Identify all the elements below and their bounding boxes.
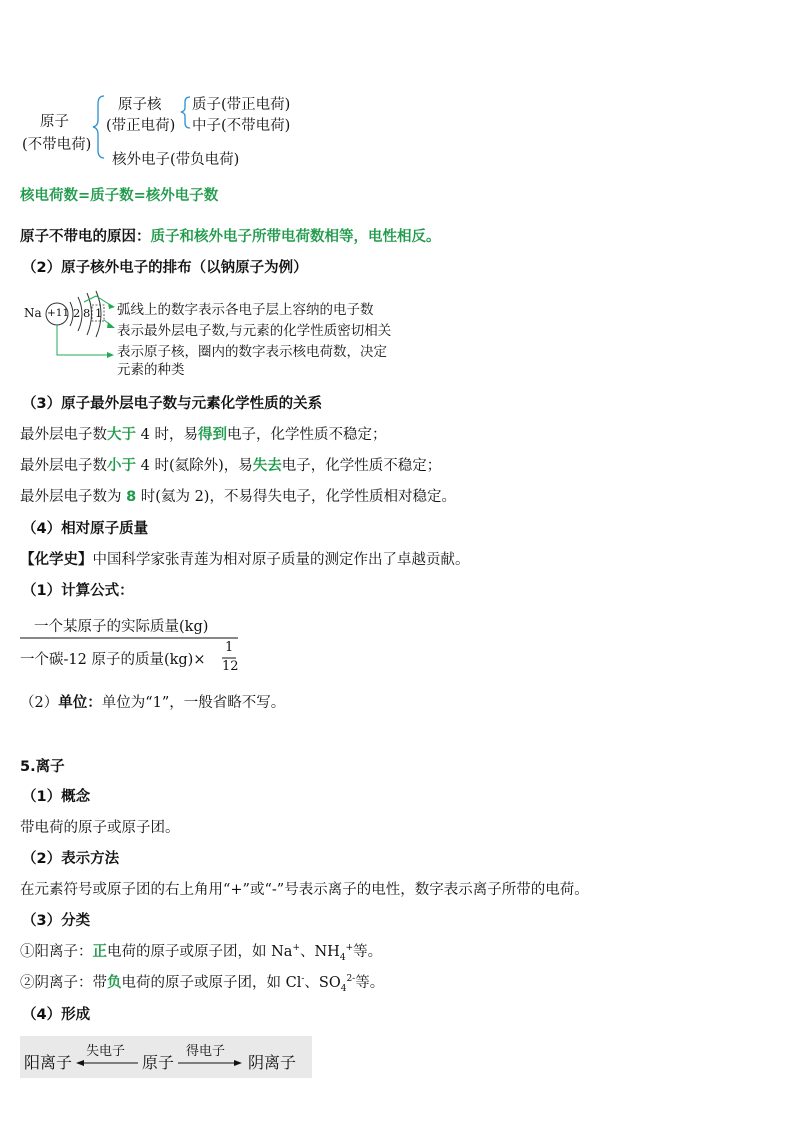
neutral-reason-text: 质子和核外电子所带电荷数相等，电性相反。 xyxy=(150,229,441,245)
rule1-text-e: 电子，化学性质不稳定； xyxy=(226,427,387,443)
rule-greater-than-4 xyxy=(20,423,386,444)
rule3-text-a: 最外层电子数为 xyxy=(20,489,127,505)
rule2-text-e: 电子，化学性质不稳定； xyxy=(281,458,442,474)
rule-equals-8 xyxy=(20,485,456,506)
sodium-symbol: Na xyxy=(24,306,42,320)
cation-keyword: 正 xyxy=(92,944,107,960)
neutral-reason xyxy=(20,225,441,246)
sodium-note2: 表示最外层电子数,与元素的化学性质密切相关 xyxy=(117,323,392,339)
cation-line xyxy=(20,940,382,961)
rule3-number: 8 xyxy=(126,489,137,505)
atom-charge-label: (不带电荷) xyxy=(22,137,92,153)
anion-suffix: 等。 xyxy=(355,975,385,991)
atom-brace xyxy=(93,96,104,158)
sulfate-charge: 2- xyxy=(346,974,356,985)
formula-denominator: 一个碳-12 原子的质量(kg)× xyxy=(20,652,206,668)
shell-count-1: 2 xyxy=(73,306,81,320)
rule2-text-c: 4 时(氦除外)，易 xyxy=(136,458,253,474)
anion-label: ②阴离子：带 xyxy=(20,975,107,991)
classification-heading: （3）分类 xyxy=(22,913,91,929)
formation-cation: 阳离子 xyxy=(24,1053,73,1072)
nucleus-charge: +11 xyxy=(47,307,70,319)
ammonium-subscript: 4 xyxy=(339,952,346,963)
chem-history-text: 中国科学家张青莲为相对原子质量的测定作出了卓越贡献。 xyxy=(92,552,470,568)
anion-text: 电荷的原子或原子团，如 Cl xyxy=(121,975,302,991)
nucleus-charge-label: (带正电荷) xyxy=(106,118,176,134)
rule-less-than-4 xyxy=(20,454,441,475)
formula-heading: （1）计算公式： xyxy=(22,583,134,599)
sulfate-symbol: 、SO xyxy=(304,975,341,991)
nucleus-brace xyxy=(181,97,190,128)
electron-label: 核外电子(带负电荷) xyxy=(112,152,240,168)
concept-text: 带电荷的原子或原子团。 xyxy=(20,820,180,836)
cl-charge: - xyxy=(301,974,305,985)
section4-heading: （4）相对原子质量 xyxy=(22,521,149,537)
unit-text: 单位为“1”，一般省略不写。 xyxy=(101,695,286,711)
atom-label: 原子 xyxy=(40,114,69,130)
rule1-action: 得到 xyxy=(197,427,227,443)
cation-text: 电荷的原子或原子团，如 Na xyxy=(107,944,293,960)
rule1-text-c: 4 时，易 xyxy=(136,427,198,443)
sodium-note3: 表示原子核，圈内的数字表示核电荷数，决定 xyxy=(117,344,387,360)
formation-gain: 得电子 xyxy=(186,1044,226,1059)
shell-count-3: 1 xyxy=(95,306,103,320)
formation-atom: 原子 xyxy=(142,1053,175,1072)
na-charge: + xyxy=(292,943,300,954)
chem-history-label: 【化学史】 xyxy=(20,552,93,568)
formation-heading: （4）形成 xyxy=(22,1007,91,1023)
rule3-text-c: 时(氦为 2)，不易得失电子，化学性质相对稳定。 xyxy=(136,489,456,505)
formula-frac-den: 12 xyxy=(222,659,239,674)
unit-label: 单位： xyxy=(58,695,102,711)
section3-heading: （3）原子最外层电子数与元素化学性质的关系 xyxy=(22,396,323,412)
concept-heading: （1）概念 xyxy=(22,789,91,805)
ion-heading: 5.离子 xyxy=(20,759,65,775)
rule1-text-a: 最外层电子数 xyxy=(20,427,107,443)
formula-numerator: 一个某原子的实际质量(kg) xyxy=(34,619,209,635)
arrow-to-note3 xyxy=(57,325,110,355)
rule1-keyword: 大于 xyxy=(107,427,136,443)
unit-line xyxy=(20,691,285,712)
chem-history xyxy=(20,548,470,569)
neutron-label: 中子(不带电荷) xyxy=(192,118,291,134)
unit-prefix: （2） xyxy=(20,695,59,711)
section2-heading: （2）原子核外电子的排布（以钠原子为例） xyxy=(22,260,308,276)
notation-heading: （2）表示方法 xyxy=(22,851,120,867)
nucleus-label: 原子核 xyxy=(118,97,162,113)
cation-suffix: 等。 xyxy=(353,944,383,960)
ammonium-charge: + xyxy=(345,943,354,954)
neutral-reason-label: 原子不带电的原因： xyxy=(20,229,151,245)
rule2-action: 失去 xyxy=(252,458,282,474)
ammonium-symbol: 、NH xyxy=(300,944,340,960)
anion-keyword: 负 xyxy=(107,975,122,991)
shell-count-2: 8 xyxy=(83,306,91,320)
formula-frac-num: 1 xyxy=(225,640,234,655)
formation-anion: 阴离子 xyxy=(248,1053,297,1072)
cation-label: ①阳离子： xyxy=(20,944,93,960)
anion-line xyxy=(20,971,384,992)
rule2-text-a: 最外层电子数 xyxy=(20,458,107,474)
sodium-note4: 元素的种类 xyxy=(117,362,185,378)
charge-equation: 核电荷数=质子数=核外电子数 xyxy=(20,188,219,204)
notation-text: 在元素符号或原子团的右上角用“+”或“-”号表示离子的电性，数字表示离子所带的电荷。 xyxy=(20,882,589,898)
rule2-keyword: 小于 xyxy=(107,458,136,474)
proton-label: 质子(带正电荷) xyxy=(192,97,291,113)
sulfate-subscript: 4 xyxy=(340,983,347,994)
formation-lose: 失电子 xyxy=(86,1044,126,1059)
sodium-note1: 弧线上的数字表示各电子层上容纳的电子数 xyxy=(117,302,374,318)
